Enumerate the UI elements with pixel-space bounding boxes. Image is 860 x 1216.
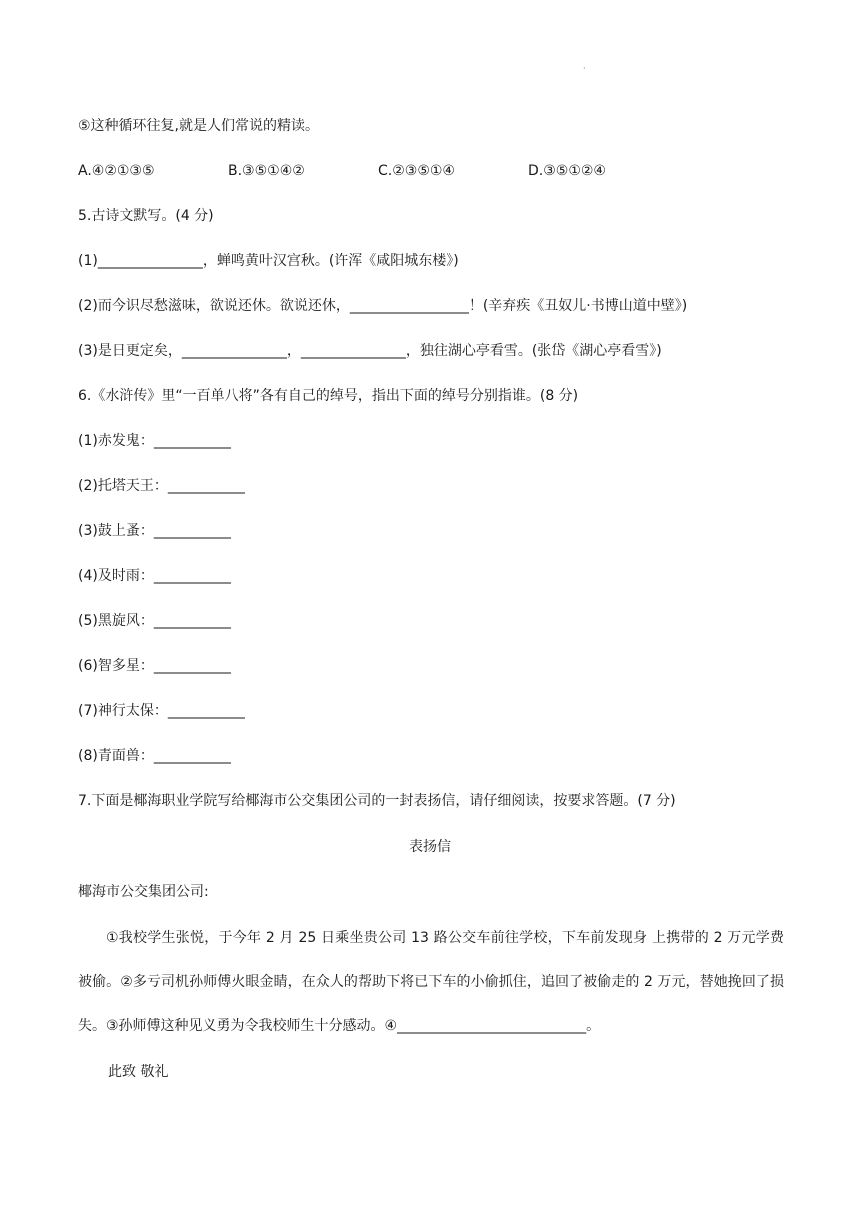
question-5-item-1: (1)_______________，蝉鸣黄叶汉宫秋。(许浑《咸阳城东楼》) bbox=[78, 253, 459, 269]
question-7-heading: 7.下面是椰海职业学院写给椰海市公交集团公司的一封表扬信，请仔细阅读，按要求答题。(7 分) bbox=[78, 793, 676, 809]
letter-closing: 此致 敬礼 bbox=[108, 1064, 169, 1080]
letter-salutation: 椰海市公交集团公司: bbox=[78, 884, 209, 900]
question-6-item-7: (7)神行太保：___________ bbox=[78, 703, 245, 719]
letter-body: ①我校学生张悦，于今年 2 月 25 日乘坐贵公司 13 路公交车前往学校，下车前发现身 上携带的 2 万元学费被偷。②多亏司机孙师傅火眼金睛，在众人的帮助下将已下车的小偷抓住，追回了被偷走的 2 万元，替她挽回了损失。③孙师傅这种见义勇为令我校师生十分感动。④___________________________。 bbox=[78, 930, 784, 1034]
reading-step-5: ⑤这种循环往复,就是人们常说的精读。 bbox=[78, 118, 319, 134]
letter-title: 表扬信 bbox=[409, 839, 451, 855]
question-5-heading: 5.古诗文默写。(4 分) bbox=[78, 208, 214, 224]
question-6-item-6: (6)智多星：___________ bbox=[78, 658, 231, 674]
question-5-item-2: (2)而今识尽愁滋味，欲说还休。欲说还休，_________________！(辛弃疾《丑奴儿·书博山道中壁》) bbox=[78, 298, 688, 314]
question-6-item-8: (8)青面兽：___________ bbox=[78, 748, 231, 764]
question-6-item-4: (4)及时雨：___________ bbox=[78, 568, 231, 584]
question-6-item-3: (3)鼓上蚤：___________ bbox=[78, 523, 231, 539]
option-c: C.②③⑤①④ bbox=[378, 163, 455, 179]
question-5-item-3: (3)是日更定矣，_______________，_______________，独往湖心亭看雪。(张岱《湖心亭看雪》) bbox=[78, 343, 662, 359]
question-6-item-5: (5)黑旋风：___________ bbox=[78, 613, 231, 629]
answer-options bbox=[78, 161, 678, 181]
question-6-heading: 6.《水浒传》里“一百单八将”各有自己的绰号，指出下面的绰号分别指谁。(8 分) bbox=[78, 388, 579, 404]
page-mark: · bbox=[583, 64, 586, 73]
question-6-item-1: (1)赤发鬼：___________ bbox=[78, 433, 231, 449]
option-b: B.③⑤①④② bbox=[228, 163, 305, 179]
option-d: D.③⑤①②④ bbox=[528, 163, 606, 179]
question-6-item-2: (2)托塔天王：___________ bbox=[78, 478, 245, 494]
option-a: A.④②①③⑤ bbox=[78, 163, 155, 179]
